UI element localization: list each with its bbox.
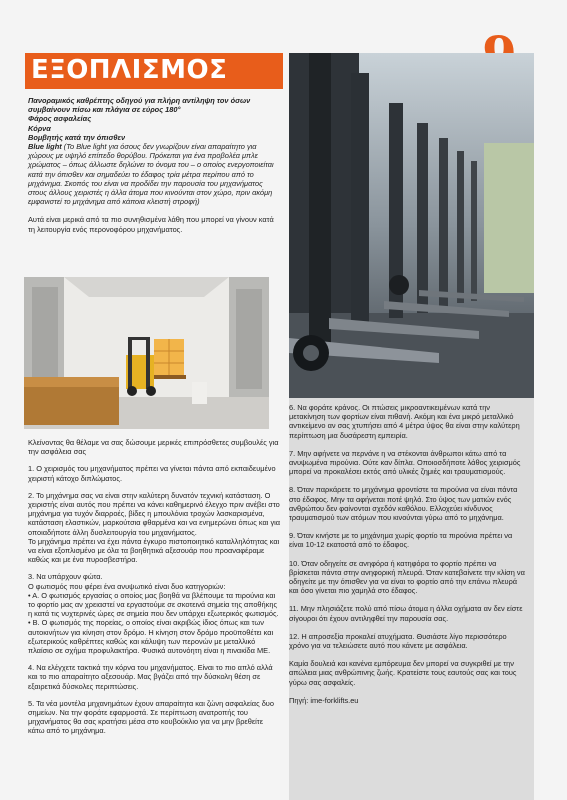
advice-3-b: • Β. Ο φωτισμός της πορείας, ο οποίος είναι ακριβώς ίδιος όπως και των αυτοκινήτων για κίνηση στον δρόμο. Η κίνηση στον δρόμο προϋποθέτει και εξωτερικούς καθρέπτες καθώς και κάλυψη των περονών με μεταλλικό πλαίσιο σε σχήμα προφυλακτήρα. Φυσικά αυτονόητη είναι η πινακίδα ΜΕ. (28, 618, 274, 656)
advice-4: 4. Να ελέγχετε τακτικά την κόρνα του μηχανήματος. Είναι το πιο απλό αλλά και το πιο απαραίτητο αξεσουάρ. Μας βγάζει από την δύσκολη θέση σε εξαιρετικά δύσκολες περιπτώσεις. (28, 663, 273, 691)
advice-2: 2. Το μηχάνημα σας να είναι στην καλύτερη δυνατόν τεχνική κατάσταση. Ο χειριστής είναι αυτός που πρέπει να κάνει καθημερινό έλεγχο πριν ανέβει στο μηχάνημα για τυχόν διαρροές, βίδες η μπουλόνια τροχών λασκαρισμένα, κατάσταση ελαστικών, μαρκούτσια φθαρμένα και να ενημερώνει όπως και για οποιαδήποτε άλλη δυσλειτουργία του μηχανήματος. (28, 490, 281, 537)
equipment-item-mirror: Πανοραμικός καθρέπτης οδηγού για πλήρη αντίληψη τον όσων συμβαίνουν πίσω και πλάγια σε εύρος 180° (28, 96, 251, 115)
advice-3-intro: Ο φωτισμός που φέρει ένα ανυψωτικό είναι δυο κατηγοριών: (28, 581, 226, 591)
intro-paragraph: Αυτά είναι μερικά από τα πιο συνηθισμένα λάθη που μπορεί να γίνουν κατά τη λειτουργία ενός περονοφόρου μηχανήματος. (28, 215, 274, 234)
forklift-row-illustration (289, 53, 534, 398)
source-credit: Πηγή: ime-forklifts.eu (289, 695, 359, 705)
van-forklift-illustration (24, 277, 269, 429)
advice-5: 5. Τα νέα μοντέλα μηχανημάτων έχουν απαραίτητα και ζώνη ασφαλείας δυο σημείων. Να την φοράτε εφαρμοστά. Σε περίπτωση ανατροπής του μηχανήματος θα σας κρατήσει μέσα στο κουβούκλιο για να μην βρεθείτε κάτω από το μηχάνημα. (28, 698, 274, 736)
advice-6: 6. Να φοράτε κράνος. Οι πτώσεις μικροαντικειμένων κατά την μετακίνηση των φορτίων είναι πιθανή. Ακόμη και ένα μικρό μεταλλικό αντικείμενο αν σας χτυπήσει από 4 μέτρα ύψος θα είναι στην καλύτερη περίπτωση μια δυσάρεστη εμπειρία. (289, 403, 520, 440)
advice-left-column (28, 438, 281, 744)
van-loading-photo (24, 277, 269, 429)
advice-right-column (289, 403, 527, 714)
equipment-item-horn: Κόρνα (28, 123, 51, 133)
advice-11: 11. Μην πλησιάζετε πολύ από πίσω άτομα η άλλα οχήματα αν δεν είστε σίγουροι ότι έχουν αντιληφθεί την παρουσία σας. (289, 604, 523, 623)
forklift-row-photo (289, 53, 534, 398)
advice-3-heading: 3. Να υπάρχουν φώτα. (28, 572, 103, 582)
equipment-list (28, 96, 281, 243)
blue-light-description: (To Blue light για όσους δεν γνωρίζουν είναι απαραίτητο για χώρους με υψηλό επίπεδο θορύβου. Πρόκειται για ένα προβολέα μπλε χρώματος – όπως άλλωστε δηλώνει το όνομα του – ο οποίος ενεργοποιείται κατά την όπισθεν και σημαδεύει το έδαφος τρία μέτρα περίπου από το μηχάνημα. Σκοπός του είναι να προδίδει την παρουσία του μηχανήματος στους άλλους χειριστές η άλλα άτομα που κινούνται στον χώρο, πριν ακόμη εμφανιστεί το μηχάνημα από κάποια κλειστή στροφή) (28, 142, 274, 207)
advice-7: 7. Μην αφήνετε να περνάνε η να στέκονται άνθρωποι κάτω από τα ανυψωμένα πιρούνια. Ούτε καν δίπλα. Οποιοσδήποτε λάθος χειρισμός μπορεί να προκαλέσει εκτός από υλικές ζημιές και τραυματισμούς. (289, 448, 521, 477)
advice-8: 8. Όταν παρκάρετε το μηχάνημα φροντίστε τα πιρούνια να είναι πάντα στο έδαφος. Μην τα αφήνεται ποτέ ψηλά. Στο ύψος των ματιών ενός ανθρώπου δεν φαίνονται σχεδόν καθόλου. Ελλοχεύει κίνδυνος τραυματισμού των ατόμων που κινούνται γύρω από το μηχάνημα. (289, 485, 518, 523)
advice-3-a: • Α. Ο φωτισμός εργασίας ο οποίος μας βοηθά να βλέπουμε τα πιρούνια και το φορτίο μας αν χρειαστεί να εργαστούμε σε σκοτεινά σημεία της αποθήκης η κατά τις νυχτερινές ώρες σε σημεία που δεν υπάρχει εξωτερικός φωτισμός. (28, 590, 279, 619)
title-banner (25, 53, 283, 89)
equipment-item-beacon: Φάρος ασφαλείας (28, 114, 92, 124)
advice-intro: Κλείνοντας θα θέλαμε να σας δώσουμε μερικές επιπρόσθετες συμβουλές για την ασφάλεια σας (28, 438, 279, 457)
equipment-item-blue-light: Blue light (28, 142, 62, 152)
page-title: ΕΞΟΠΛΙΣΜΟΣ (31, 55, 228, 85)
advice-9: 9. Όταν κινήστε με το μηχάνημα χωρίς φορτίο τα πιρούνια πρέπει να είναι 10-12 εκατοστά από το έδαφος. (289, 531, 513, 550)
advice-2b: Το μηχάνημα πρέπει να έχει πάντα έγκυρο πιστοποιητικό καταλληλότητας και να είναι εξοπλισμένο με όλα τα βοηθητικά αξεσουάρ που προαναφέραμε καθώς και με ένα πυροσβεστήρα. (28, 536, 280, 565)
advice-12: 12. Η απροσεξία προκαλεί ατυχήματα. Θυσιάστε λίγο περισσότερο χρόνο για να τελειώσετε αυτό που κάνετε με ασφάλεια. (289, 631, 507, 651)
closing-paragraph: Καμία δουλειά και κανένα εμπόρευμα δεν μπορεί να συγκριθεί με την απώλεια μιας ανθρώπινης ζωής. Κρατείστε τους εαυτούς σας και τους γύρω σας ασφαλείς. (289, 659, 517, 687)
advice-1: 1. Ο χειρισμός του μηχανήματος πρέπει να γίνεται πάντα από εκπαιδευμένο χειριστή κάτοχο διπλώματος. (28, 464, 276, 483)
advice-10: 10. Όταν οδηγείτε σε ανηφόρα ή κατηφόρα το φορτίο πρέπει να βρίσκεται πάντα στην ανηφορική πλευρά. Όταν κατεβαίνετε την κλίση να οδηγείτε με την όπισθεν για να είναι το φορτίο από την επάνω πλευρά και όσο γίνεται πιο χαμηλά στο έδαφος. (289, 558, 525, 596)
equipment-item-buzzer: Βομβητής κατά την όπισθεν (28, 132, 126, 142)
